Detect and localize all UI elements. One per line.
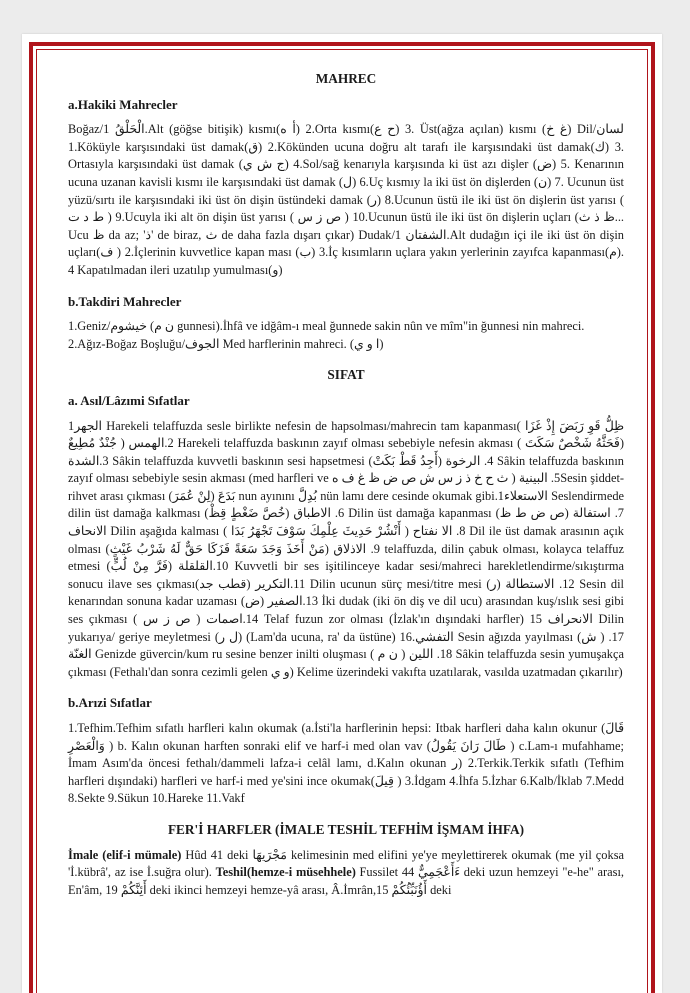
imale-text: Hûd 41 deki مَجْرَيهَا kelimesinin med elifini ye'ye meylettirerek okumak (me yil çoksa 'İ.kübrâ', az ise İ.suğra olur).	[68, 847, 625, 880]
sifat-title: SIFAT	[327, 367, 365, 383]
teshil-text: Fussilet 44 ءَأَعْجَمِيٌّ deki uzun hemzeyi "e-he" arası, En'âm, 19 أَئِنَّكُمْ deki ikinci hemzeyi hemze-yâ arası, Â.İmrân,15 أَؤُنَبِّئُكُمْ deki	[68, 865, 624, 897]
arizi-heading: b.Arızi Sıfatlar	[68, 695, 152, 711]
takdiri-line-2: 2.Ağız-Boğaz Boşluğu/الجوف Med harflerinin mahreci. (ا و ي)	[68, 336, 384, 351]
imale-label: İmale (elif-i mümale)	[68, 847, 182, 862]
takdiri-heading: b.Takdiri Mahrecler	[68, 293, 182, 309]
document-content	[68, 70, 624, 899]
mahrec-title: MAHREC	[315, 71, 377, 86]
arizi-paragraph: 1.Tefhim.Tefhim sıfatlı harfleri kalın okumak (a.İsti'la harflerinin hepsi: Itbak harfleri daha kalın okunur (قَالَ وَالْعَصْرِ ) b. Kalın okunan harften sonraki elif ve harf-i med olan vav (طَالَ رَانَ يَقُولُ ) c.Lam-ı mufahhame; İmam Asım'da öncesi fethalı/dammeli lafza-i celâl lamı, d.Kalın okunan ر) 2.Terkik.Terkik sıfatlı (Tefhim harfleri dışındaki) harfleri ve harf-i med ye'sini ince okumak(قِيلَ ) 3.İdgam 4.İhfa 5.İzhar 6.Kalb/İklab 7.Medd 8.Sekte 9.Sükun 10.Hareke 11.Vakf	[68, 721, 624, 806]
hakiki-paragraph: Boğaz/الْحَلْقُ 1.Alt (göğse bitişik) kısmı(أ ه) 2.Orta kısmı(ح ع) 3. Üst(ağza açılan) kısmı (غ خ) Dil/لسان 1.Köküyle karşısındaki üst damak(ق) 2.Kökünden ucuna doğru alt tarafı ile karşısındaki üst damak(ك) 3. Ortasıyla karşısındaki üst damak (ج ش ي) 4.Sol/sağ kenarıyla karşısında ki üst azı dişler (ض) 5. Kenarının ucuna uzanan kavisli kısmı ile karşısındaki üst damak (ل) 6.Uç kısmıy la iki üst ön dişlerden (ن) 7. Ucunun üst yüzü/sırtı ile karşısındaki iki üst ön dişin üstündeki damak (ر) 8.Ucunun üstü ile iki üst ön dişlerin üst yarısı ( ط د ت ) 9.Ucuyla iki alt ön dişin üst yarısı ( ص ز س ) 10.Ucunun üstü ile iki üst ön dişlerin uçları (ظ ذ ث... Ucu ظ da az; 'ذ' de biraz, ث de daha fazla dışarı çıkar) Dudak/الشفتان 1.Alt dudağın içi ile iki üst ön dişin uçları(ف ) 2.İçlerinin kuvvetlice kapan ması (ب) 3.İç kısımların uçlara yakın yerlerinin zayıfca kapanması(م). 4 Kapatılmadan ileri uzatılıp yumulması(و)	[68, 122, 625, 277]
feri-heading: FER'İ HARFLER (İMALE TESHİL TEFHİM İŞMAM İHFA)	[167, 821, 525, 837]
teshil-label: Teshil(hemze-i müsehhele)	[215, 865, 356, 880]
feri-paragraph	[68, 847, 624, 900]
document-page	[22, 34, 662, 993]
hakiki-heading: a.Hakiki Mahrecler	[68, 96, 178, 112]
asil-heading: a. Asıl/Lâzımi Sıfatlar	[68, 392, 190, 408]
asil-paragraph: 1الجهر Harekeli telaffuzda sesle birlikte nefesin de hapsolması/mahrecin tam kapanması( ظِلُّ قَوِ رَبَضَ إِذْ غَزَا جُنْدٌ مُطِيعٌ ) 2.الهمس Harekeli telaffuzda baskının zayıf olması sebebiyle nefesin akması ( فَحَثَّهُ شَخْصٌ سَكَتَ) 3.الشدة Sâkin telaffuzda kuvvetli baskının sesi hapsetmesi (أَجِدُ قَطْ بَكَتْ) 4. الرخوة Sâkin telaffuzda baskının zayıf olması sebebiyle sesin akması (med harfleri ve ث ح خ ذ ز س ش ص ض ظ غ ف ه ) 5. البينيةSesin şiddet-rihvet arası çıkması (لِنْ عُمَرَ) بَدَعَ nun ayınını بُدِلَّ nün lamı dere cesinde okumak gibi.1الاستعلاء Seslendirmede dilin üst damağa kalkması (خُصَّ ضَغْطٍ قِظْ) 6. الاطباق Dilin üst damağa kapanması (ص ض ط ظ) 7. استفالة الانحاف Dilin aşağıda kalması ( أَنْشُرْ حَدِيثَ عِلْمِكَ سَوْفَ تَجْهَرُ بَدَا ) 8. الا نفتاح Dil ile üst damak arasının açık olması (مَنْ أَخَذَ وَجَدَ سَعَةً فَزَكَا حَقٌّ لَهُ شَرْبُ غَيْثٍ) 9. الاذلاق telaffuzda, dilin çabuk olması, kolayca telaffuz etmesi (فَرَّ مِنْ لُبٍّ) 10.القلقلة Kuvvetli bir ses işitilinceye kadar sesi/mahreci harekletlendirme/sıkıştırma sonucu ilave ses çıkması(قطب جد) 11.التكرير Dilin ucunun sürç mesi/titre mesi (ر) 12. الاستطالة Sesin dil kenarından sonuna kadar uzaması (ض) 13.الصفير İki dudak (iki ön diş ve dil ucu) arasından kuş/ıslık sesi gibi ses çıkması ( ص ز س ) 14.اصمات Telaf fuzun zor olması (İzlak'ın dışındaki harfler) 15 الانحراف Dilin yukarıya/ geriye meyletmesi (ل ر) (Lam'da ucuna, ra' da üstüne) 16.التفشي Sesin ağızda yayılması (ش ) 17. الغنّة Genizde güvercin/kum ru sesine benzer inilti oluşması ( ن م ) 18. اللين Sâkin telaffuzda sesin yumuşakça çıkması (Fethalı'dan sonra cezimli gelen و ي) Kelime üzerindeki vakıfta uzatılarak, vasılda uzatmadan çıkarılır)	[68, 418, 625, 679]
takdiri-line-1: 1.Geniz/خيشوم (ن م gunnesi).İhfâ ve idğâm-ı meal ğunnede sakin nûn ve mîm"in ğunnesi nin mahreci.	[68, 319, 585, 334]
